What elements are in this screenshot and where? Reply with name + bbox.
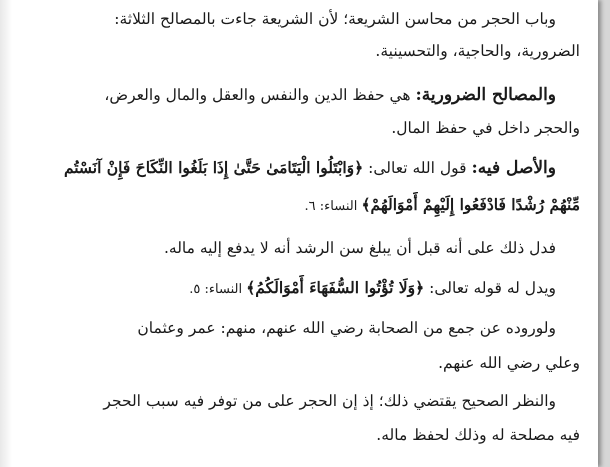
text-line-2: الضرورية، والحاجية، والتحسينية. — [375, 42, 580, 60]
text-segment: ويدل له قوله تعالى: — [424, 279, 556, 297]
text-line-4: والحجر داخل في حفظ المال. — [391, 119, 580, 137]
text-line-11: والنظر الصحيح يقتضي ذلك؛ إذ إن الحجر على من توفر فيه سبب الحجر — [103, 392, 556, 410]
page-edge-shadow — [0, 0, 12, 467]
section-heading-necessities: والمصالح الضرورية: — [415, 85, 556, 105]
verse-reference: النساء: ٥. — [189, 282, 247, 297]
text-line-8 — [22, 275, 580, 301]
verse-reference: النساء: ٦. — [304, 199, 362, 214]
text-line-9: ولوروده عن جمع من الصحابة رضي الله عنهم، منهم: عمر وعثمان — [137, 319, 556, 337]
text-line-7: فدل ذلك على أنه قبل أن يبلغ سن الرشد أنه لا يدفع إليه ماله. — [163, 239, 556, 257]
text-line-1: وباب الحجر من محاسن الشريعة؛ لأن الشريعة جاءت بالمصالح الثلاثة: — [114, 10, 556, 28]
text-line-5 — [22, 155, 580, 181]
text-segment: قول الله تعالى: — [363, 159, 472, 177]
text-segment: هي حفظ الدين والنفس والعقل والمال والعرض، — [104, 86, 416, 104]
text-line-3 — [22, 82, 580, 108]
quran-verse: مِّنْهُمْ رُشْدًا فَادْفَعُوا إِلَيْهِمْ أَمْوَالَهُمْ﴾ — [361, 195, 580, 214]
section-heading-origin: والأصل فيه: — [471, 158, 556, 178]
text-line-12: فيه مصلحة له وذلك لحفظ ماله. — [376, 426, 580, 444]
quran-verse: ﴿وَلَا تُؤْتُوا السُّفَهَاءَ أَمْوَالَكُمُ﴾ — [246, 278, 425, 297]
text-line-10: وعلي رضي الله عنهم. — [438, 354, 580, 372]
quran-verse: ﴿وَابْتَلُوا الْيَتَامَىٰ حَتَّىٰ إِذَا بَلَغُوا النِّكَاحَ فَإِنْ آنَسْتُم — [63, 158, 364, 177]
text-line-6 — [22, 192, 580, 218]
